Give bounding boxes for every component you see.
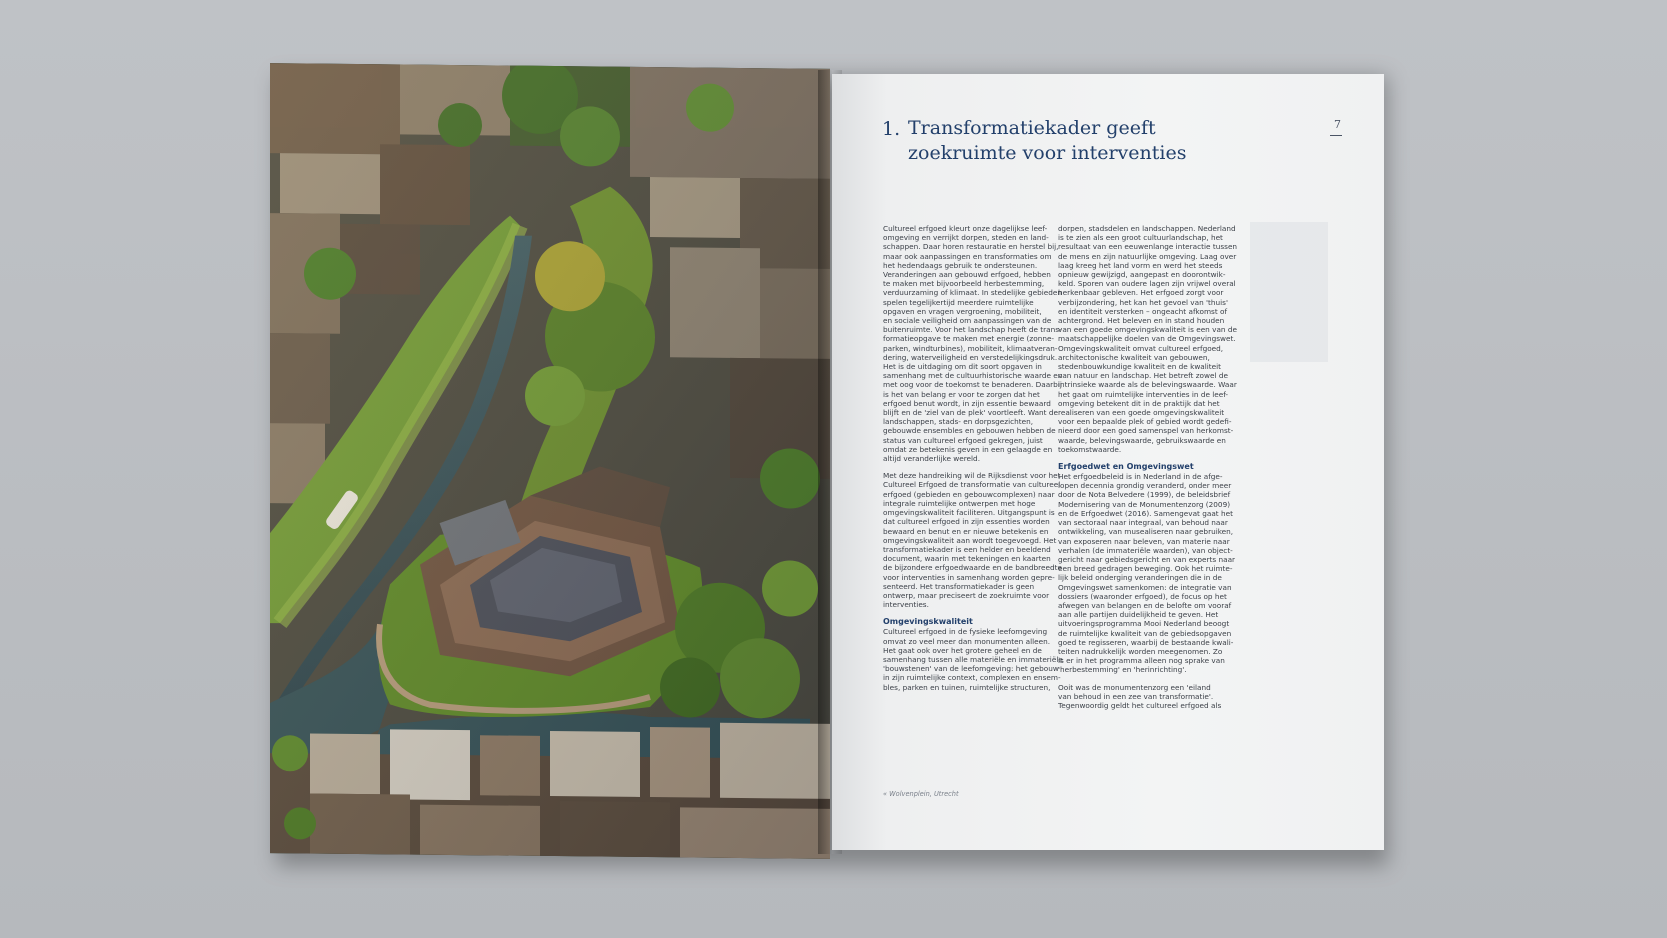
text-line: laag kreeg het land vorm en werd het steeds [1058,260,1223,270]
text-line: ontwerp, maar preciseert de zoekruimte voor [883,590,1050,600]
text-line: is er in het programma alleen nog sprake van [1058,656,1225,666]
chapter-number: 1. [882,118,901,140]
text-line: transformatiekader is een helder en beeldend [883,544,1051,554]
chapter-title-line: zoekruimte voor interventies [908,142,1187,164]
text-line: van sectoraal naar integraal, van behoud naar [1058,518,1228,528]
text-line: document, waarin met tekeningen en kaarten [883,554,1051,564]
text-line: Cultureel erfgoed kleurt onze dagelijkse leef- [883,224,1048,233]
text-line: voor interventies in samenhang worden gepre- [883,572,1055,582]
text-line: omgevingskwaliteit aan wordt toegevoegd. Het [883,535,1057,545]
text-line: verhalen (de immateriële waarden), van object- [1058,545,1233,555]
aerial-photo-page [270,63,830,859]
text-line: omgevingskwaliteit faciliteren. Uitgangspunt is [883,508,1055,518]
page-number: 7 [1334,118,1341,131]
paragraph [1058,472,1236,675]
text-line: gebouwde ensembles en gebouwen hebben de [883,426,1056,436]
text-line: senteerd. Het transformatiekader is geen [883,581,1035,591]
text-line: is te zien als een groot cultuurlandschap, het [1058,233,1223,243]
text-line: parken, windturbines), mobiliteit, klimaatveran- [883,343,1058,353]
text-line: waarde, belevingswaarde, gebruikswaarde en [1058,435,1226,445]
paragraph [883,627,1063,692]
text-line: omdat ze betekenis geven in een gelaagde en [883,444,1053,454]
paragraph [883,224,1063,464]
text-line: opgaven en vragen vergroening, mobiliteit, [883,306,1042,316]
section-heading: Erfgoedwet en Omgevingswet [1058,462,1194,472]
text-line: spelen tegelijkertijd meerdere ruimtelijke [883,297,1034,307]
text-line: realiseren van een goede omgevingskwaliteit [1058,408,1225,418]
text-line: maar ook aanpassingen en transformaties om [883,251,1052,261]
text-line: dat cultureel erfgoed in zijn essenties worden [883,517,1050,527]
text-line: de ruimtelijke kwaliteit van de gebiedsopgaven [1058,628,1232,638]
aerial-photo-wolvenplein [270,63,830,859]
text-line: herkenbaar gebleven. Het erfgoed zorgt voor [1058,288,1224,298]
text-line: keld. Sporen van oudere lagen zijn vrijwel overal [1058,279,1236,289]
text-line: maatschappelijke doelen van de Omgevingswet. [1058,334,1236,344]
photo-caption: « Wolvenplein, Utrecht [883,790,959,798]
text-line: interventies. [883,600,929,610]
text-line: voor een bepaalde plek of gebied wordt gedefi- [1058,417,1232,427]
text-line: Omgevingswet samenkomen: de integratie van [1058,582,1232,592]
text-line: landschappen, stads- en dorpsgezichten, [883,417,1034,427]
paragraph [883,471,1062,610]
text-line: in zijn ruimtelijke context, complexen en ensem- [883,673,1061,683]
text-line: goed te regisseren, waarbij de bestaande kwali- [1058,637,1234,647]
text-line: omgeving betekent dit in de praktijk dat het [1058,398,1220,408]
text-line: het hedendaags gebruik te ondersteunen. [883,260,1038,270]
text-line: de mens en zijn natuurlijke omgeving. Laag over [1058,251,1237,261]
text-line: ontwikkeling, van musealiseren naar gebruiken, [1058,527,1234,537]
text-line: gericht naar gebiedsgericht en van experts naar [1058,554,1236,564]
text-line: en identiteit versterken – ongeacht afkomst of [1058,306,1228,316]
text-line: Met deze handreiking wil de Rijksdienst voor het [883,471,1061,481]
text-line: van een goede omgevingskwaliteit is een van de [1058,325,1237,335]
text-line: dossiers (waaronder erfgoed), de focus op het [1058,591,1227,601]
text-line: buitenruimte. Voor het landschap heeft de trans- [883,325,1062,335]
text-line: de bijzondere erfgoedwaarde en de bandbreedte [883,563,1062,573]
text-line: bewaard en benut en er nieuwe betekenis en [883,526,1049,536]
text-line: achtergrond. Het beleven en in stand houden [1058,316,1225,326]
text-line: Cultureel Erfgoed de transformatie van cultureel [883,480,1061,490]
text-line: Veranderingen aan gebouwd erfgoed, hebben [883,270,1051,280]
text-line: van exposeren naar beleven, van materie naar [1058,536,1230,546]
text-line: een breed gedragen beweging. Ook het ruimte- [1058,564,1233,574]
text-line: status van cultureel erfgoed gekregen, juist [883,435,1043,445]
text-line: is het van belang er voor te zorgen dat het [883,389,1040,399]
text-line: omgeving en verrijkt dorpen, steden en land- [883,233,1049,243]
text-line: stedenbouwkundige kwaliteit en de kwaliteit [1058,362,1222,372]
text-line: opnieuw gewijzigd, aangepast en doorontwik- [1058,270,1226,280]
text-line: van behoud in een zee van transformatie'. [1058,691,1214,701]
text-line: resultaat van een eeuwenlange interactie tussen [1058,242,1238,252]
text-line: samenhang met de cultuurhistorische waarde en [883,371,1063,381]
paragraph [1058,224,1238,454]
text-line: Omgevingskwaliteit omvat cultureel erfgoed, [1058,343,1224,353]
text-line: lijk beleid onderging veranderingen die in de [1058,573,1222,583]
text-line: erfgoed benut wordt, in zijn essentie bewaard [883,398,1051,408]
text-line: erfgoed (gebieden en gebouwcomplexen) naar [883,489,1055,499]
text-line: integrale ruimtelijke ontwerpen met hoge [883,498,1036,508]
text-line: afwegen van belangen en de belofte om vooraf [1058,600,1232,610]
text-line: 'herbestemming' en 'herinrichting'. [1058,665,1187,675]
text-line: uitvoeringsprogramma Mooi Nederland beoogt [1058,619,1230,629]
text-line: van natuur en landschap. Het betreft zowel de [1058,371,1228,381]
page-number-rule [1330,135,1342,136]
text-line: dorpen, stadsdelen en landschappen. Nederland [1058,224,1236,233]
paragraph [1058,683,1228,711]
text-line: architectonische kwaliteit van gebouwen, [1058,352,1210,362]
text-line: altijd veranderlijke wereld. [883,454,981,464]
text-line: verbijzondering, het kan het gevoel van 'thuis' [1058,297,1228,307]
text-line: schappen. Daar horen restauratie en herstel bij, [883,242,1059,252]
show-through-shadow [1250,222,1328,362]
chapter-title [908,116,1248,166]
text-column-left [883,224,1063,700]
text-line: bles, parken en tuinen, ruimtelijke structuren, [883,682,1051,692]
text-line: aan alle partijen duidelijkheid te geven. Het [1058,610,1219,620]
text-line: verduurzaming of klimaat. In stedelijke gebieden [883,288,1062,298]
text-line: 'bouwstenen' van de leefomgeving: het gebouw [883,664,1059,674]
chapter-title-line: Transformatiekader geeft [908,117,1156,139]
text-line: lopen decennia grondig veranderd, onder meer [1058,481,1232,491]
text-column-right [1058,224,1238,718]
text-line: te maken met bijvoorbeeld herbestemming, [883,279,1045,289]
text-line: Het is de uitdaging om dit soort opgaven in [883,362,1042,372]
text-line: Het erfgoedbeleid is in Nederland in de afge- [1058,472,1223,482]
text-line: en de Erfgoedwet (2016). Samengevat gaat het [1058,508,1233,518]
text-line: toekomstwaarde. [1058,444,1122,454]
text-line: blijft en de 'ziel van de plek' voortleeft. Want de [883,408,1058,418]
text-line: teiten nadrukkelijk worden meegenomen. Zo [1058,646,1223,656]
text-line: Modernisering van de Monumentenzorg (2009) [1058,499,1231,509]
section-heading: Omgevingskwaliteit [883,617,973,627]
text-line: nieerd door een goed samenspel van herkomst- [1058,426,1234,436]
text-line: Cultureel erfgoed in de fysieke leefomgeving [883,627,1048,637]
text-line: formatieopgave te maken met energie (zonne- [883,334,1055,344]
text-line: Ooit was de monumentenzorg een 'eiland [1058,682,1211,692]
text-line: Tegenwoordig geldt het cultureel erfgoed als [1058,700,1222,710]
text-line: intrinsieke waarde als de belevingswaarde. Waar [1058,380,1237,390]
text-line: samenhang tussen alle materiële en immateriële [883,654,1063,664]
text-line: en sociale veiligheid om aanpassingen van de [883,316,1052,326]
text-line: Het gaat ook over het grotere geheel en de [883,645,1042,655]
text-line: omvat zo veel meer dan monumenten alleen. [883,636,1051,646]
text-line: met oog voor de toekomst te benaderen. Daarbij [883,380,1062,390]
text-line: dering, waterveiligheid en verstedelijkingsdruk. [883,352,1058,362]
text-line: het gaat om ruimtelijke interventies in de leef- [1058,389,1229,399]
text-line: door de Nota Belvedere (1999), de beleidsbrief [1058,490,1231,500]
